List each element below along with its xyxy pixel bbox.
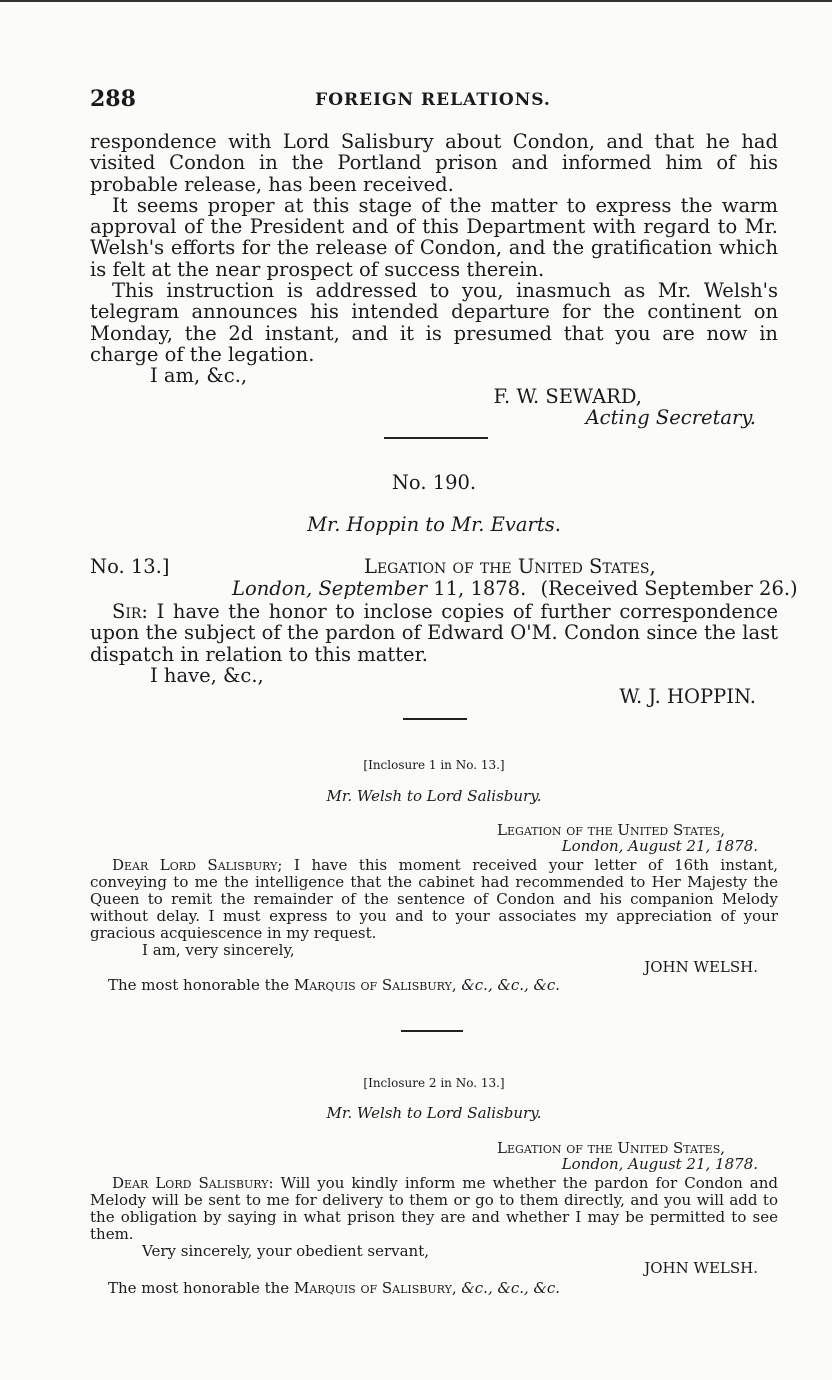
addressee-title: Marquis of Salisbury,	[293, 976, 457, 994]
addressee	[108, 1280, 560, 1297]
paragraph: respondence with Lord Salisbury about Condon, and that he had visited Condon in the Portland prison and informed him of his probable release, has been received.	[90, 130, 778, 196]
closing: I am, very sincerely,	[142, 940, 295, 959]
signature: W. J. HOPPIN.	[619, 685, 756, 708]
date-month: September	[318, 577, 428, 600]
received-note: (Received September 26.)	[540, 577, 798, 600]
addressee-title: Marquis of Salisbury,	[293, 1279, 457, 1297]
salutation: Dear Lord Salisbury:	[112, 1174, 274, 1192]
running-head: FOREIGN RELATIONS.	[315, 90, 551, 110]
legation-heading: Legation of the United States,	[497, 1139, 725, 1157]
inclosure-label: [Inclosure 1 in No. 13.]	[363, 758, 505, 772]
letter-body	[90, 857, 778, 958]
document-title: Mr. Hoppin to Mr. Evarts.	[307, 513, 561, 536]
dispatch-number: No. 13.]	[90, 555, 170, 578]
signature: JOHN WELSH.	[644, 1259, 758, 1277]
legation-heading: Legation of the United States,	[364, 555, 656, 578]
body-text: I have this moment received your letter of 16th instant, conveying to me the intelligence that the cabinet had recommended to Her Majesty the Queen to remit the remainder of the sentence of Condon and his companion Melody without delay. I must express to you and to your associates my appreciation of your gracious acquiescence in my request.	[90, 856, 778, 942]
paragraph: This instruction is addressed to you, inasmuch as Mr. Welsh's telegram announces his intended departure for the continent on Monday, the 2d instant, and it is presumed that you are now in charge of the legation.	[90, 279, 778, 366]
signature-title: Acting Secretary.	[585, 406, 756, 429]
addressee	[108, 977, 560, 994]
inclosure-label: [Inclosure 2 in No. 13.]	[363, 1076, 505, 1090]
closing: I am, &c.,	[150, 364, 248, 388]
page-number: 288	[90, 86, 136, 112]
inclosure-title: Mr. Welsh to Lord Salisbury.	[326, 1104, 542, 1122]
closing: Very sincerely, your obedient servant,	[142, 1241, 430, 1260]
page-header	[90, 86, 776, 116]
inclosure-title: Mr. Welsh to Lord Salisbury.	[326, 787, 542, 805]
addressee-prefix: The most honorable the	[108, 1279, 290, 1297]
top-border	[0, 0, 832, 2]
legation-heading: Legation of the United States,	[497, 821, 725, 839]
dateline: London, August 21, 1878.	[561, 837, 758, 855]
continuation-text	[90, 131, 778, 387]
dateline: London, August 21, 1878.	[561, 1155, 758, 1173]
place: London,	[232, 577, 313, 600]
separator-rule	[401, 1030, 463, 1032]
signature-name: F. W. SEWARD,	[493, 385, 642, 408]
closing: I have, &c.,	[150, 663, 264, 687]
dateline	[232, 578, 798, 599]
salutation: Dear Lord Salisbury;	[112, 856, 283, 874]
date-rest: 11, 1878.	[433, 577, 527, 600]
paragraph: It seems proper at this stage of the matter to express the warm approval of the President and of this Department with regard to Mr. Welsh's efforts for the release of Condon, and the gratification which is felt at the near prospect of success therein.	[90, 193, 778, 281]
document-number: No. 190.	[391, 471, 477, 494]
separator-rule	[403, 718, 467, 720]
separator-rule	[384, 437, 488, 439]
addressee-suffix: &c., &c., &c.	[461, 1279, 561, 1297]
addressee-suffix: &c., &c., &c.	[461, 976, 561, 994]
signature: JOHN WELSH.	[644, 958, 758, 976]
letter-body	[90, 1175, 778, 1260]
addressee-prefix: The most honorable the	[108, 976, 290, 994]
body-text: I have the honor to inclose copies of further correspondence upon the subject of the pardon of Edward O'M. Condon since the last dispatch in relation to this matter.	[90, 600, 778, 666]
dispatch-body	[90, 601, 778, 686]
salutation: Sir:	[112, 600, 148, 623]
body-text: Will you kindly inform me whether the pardon for Condon and Melody will be sent to me for delivery to them or go to them directly, and you will add to the obligation by saying in what prison they are and whether I may be permitted to see them.	[90, 1174, 778, 1243]
